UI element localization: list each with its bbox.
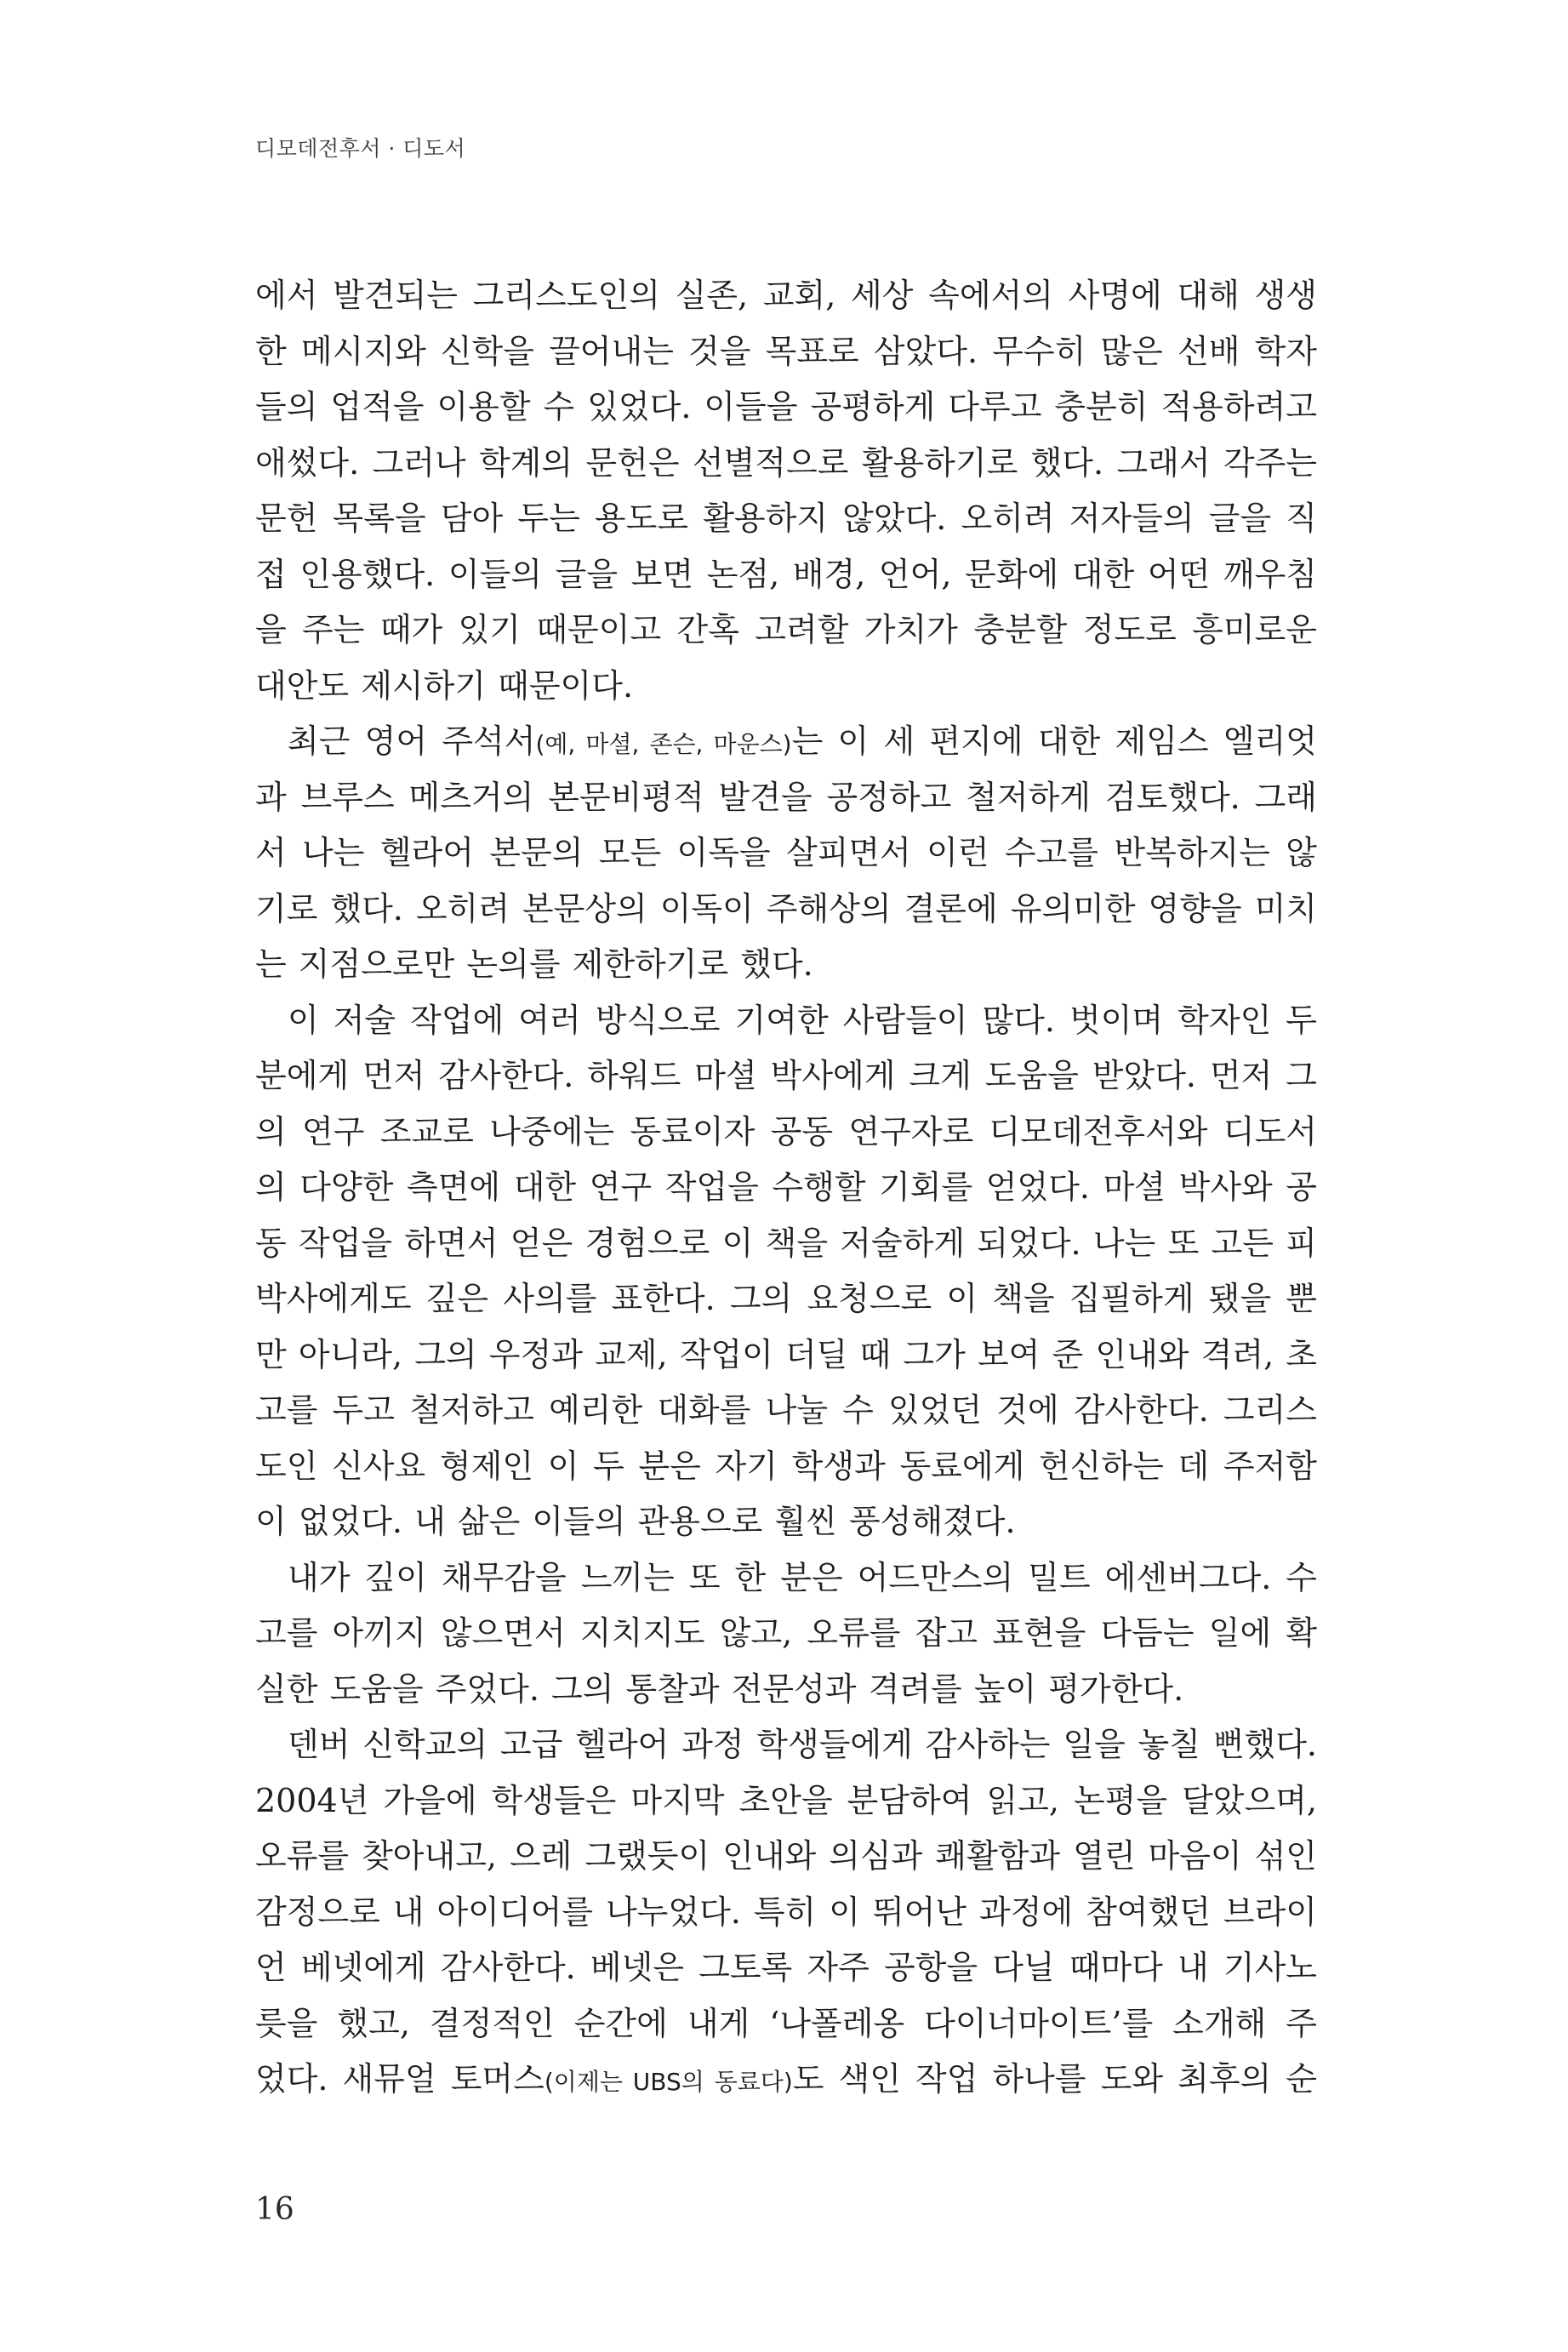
text-line: 박사에게도 깊은 사의를 표한다. 그의 요청으로 이 책을 집필하게 됐을 뿐 — [255, 1280, 1317, 1317]
text-line: 기로 했다. 오히려 본문상의 이독이 주해상의 결론에 유의미한 영향을 미치 — [255, 889, 1317, 928]
text-line: 고를 두고 철저하고 예리한 대화를 나눌 수 있었던 것에 감사한다. 그리스 — [255, 1391, 1317, 1429]
text-line: 2004년 가을에 학생들은 마지막 초안을 분담하여 읽고, 논평을 달았으며, — [255, 1781, 1317, 1819]
text-run: 최근 영어 주석서 — [288, 722, 536, 760]
text-line: 서 나는 헬라어 본문의 모든 이독을 살피면서 이런 수고를 반복하지는 않 — [255, 834, 1317, 871]
text-line: 의 다양한 측면에 대한 연구 작업을 수행할 기회를 얻었다. 마셜 박사와 공 — [255, 1168, 1317, 1206]
text-line: 과 브루스 메츠거의 본문비평적 발견을 공정하고 철저하게 검토했다. 그래 — [255, 778, 1317, 816]
text-line: 이 없었다. 내 삶은 이들의 관용으로 훨씬 풍성해졌다. — [255, 1503, 1016, 1540]
text-line: 에서 발견되는 그리스도인의 실존, 교회, 세상 속에서의 사명에 대해 생생 — [255, 277, 1317, 314]
body-text — [255, 268, 1317, 2108]
text-line: 을 주는 때가 있기 때문이고 간혹 고려할 가치가 충분할 정도로 흥미로운 — [255, 611, 1317, 648]
parenthetical-note: (이제는 UBS의 동료다) — [544, 2068, 793, 2096]
text-line: 감정으로 내 아이디어를 나누었다. 특히 이 뛰어난 과정에 참여했던 브라이 — [255, 1892, 1317, 1931]
text-line: 고를 아끼지 않으면서 지치지도 않고, 오류를 잡고 표현을 다듬는 일에 확 — [255, 1614, 1317, 1652]
text-line: 문헌 목록을 담아 두는 용도로 활용하지 않았다. 오히려 저자들의 글을 직 — [255, 500, 1317, 537]
text-line: 의 연구 조교로 나중에는 동료이자 공동 연구자로 디모데전후서와 디도서 — [255, 1112, 1317, 1150]
text-line: 덴버 신학교의 고급 헬라어 과정 학생들에게 감사하는 일을 놓칠 뻔했다. — [288, 1726, 1317, 1763]
page-number: 16 — [255, 2192, 294, 2227]
running-header: 디모데전후서 · 디도서 — [255, 136, 466, 161]
text-line: 한 메시지와 신학을 끌어내는 것을 목표로 삼았다. 무수히 많은 선배 학자 — [255, 332, 1317, 370]
text-line: 들의 업적을 이용할 수 있었다. 이들을 공평하게 다루고 충분히 적용하려고 — [255, 388, 1317, 425]
text-line: 릇을 했고, 결정적인 순간에 내게 ‘나폴레옹 다이너마이트’를 소개해 주 — [255, 2004, 1317, 2042]
text-run: 는 이 세 편지에 대한 제임스 엘리엇 — [791, 722, 1317, 760]
text-run: 었다. 새뮤얼 토머스 — [255, 2060, 545, 2098]
text-line: 만 아니라, 그의 우정과 교제, 작업이 더딜 때 그가 보여 준 인내와 격려, 초 — [255, 1335, 1317, 1373]
parenthetical-note: (예, 마셜, 존슨, 마운스) — [535, 730, 792, 758]
text-line: 오류를 찾아내고, 으레 그랬듯이 인내와 의심과 쾌활함과 열린 마음이 섞인 — [255, 1837, 1317, 1875]
text-line: 동 작업을 하면서 얻은 경험으로 이 책을 저술하게 되었다. 나는 또 고든 피 — [255, 1224, 1317, 1262]
text-line: 분에게 먼저 감사한다. 하워드 마셜 박사에게 크게 도움을 받았다. 먼저 그 — [255, 1057, 1317, 1094]
text-line — [255, 714, 1317, 770]
text-line: 도인 신사요 형제인 이 두 분은 자기 학생과 동료에게 헌신하는 데 주저함 — [255, 1447, 1317, 1485]
text-line: 언 베넷에게 감사한다. 베넷은 그토록 자주 공항을 다닐 때마다 내 기사노 — [255, 1949, 1317, 1986]
text-run: 도 색인 작업 하나를 도와 최후의 순 — [792, 2060, 1317, 2098]
text-line: 애썼다. 그러나 학계의 문헌은 선별적으로 활용하기로 했다. 그래서 각주는 — [255, 443, 1317, 482]
text-line: 접 인용했다. 이들의 글을 보면 논점, 배경, 언어, 문화에 대한 어떤 깨우침 — [255, 555, 1317, 593]
text-line: 대안도 제시하기 때문이다. — [255, 666, 634, 705]
text-line: 는 지점으로만 논의를 제한하기로 했다. — [255, 945, 813, 983]
text-line: 이 저술 작업에 여러 방식으로 기여한 사람들이 많다. 벗이며 학자인 두 — [288, 1001, 1317, 1039]
text-line: 실한 도움을 주었다. 그의 통찰과 전문성과 격려를 높이 평가한다. — [255, 1670, 1184, 1708]
text-line: 내가 깊이 채무감을 느끼는 또 한 분은 어드만스의 밀트 에센버그다. 수 — [288, 1558, 1317, 1596]
text-line — [255, 2052, 1317, 2108]
